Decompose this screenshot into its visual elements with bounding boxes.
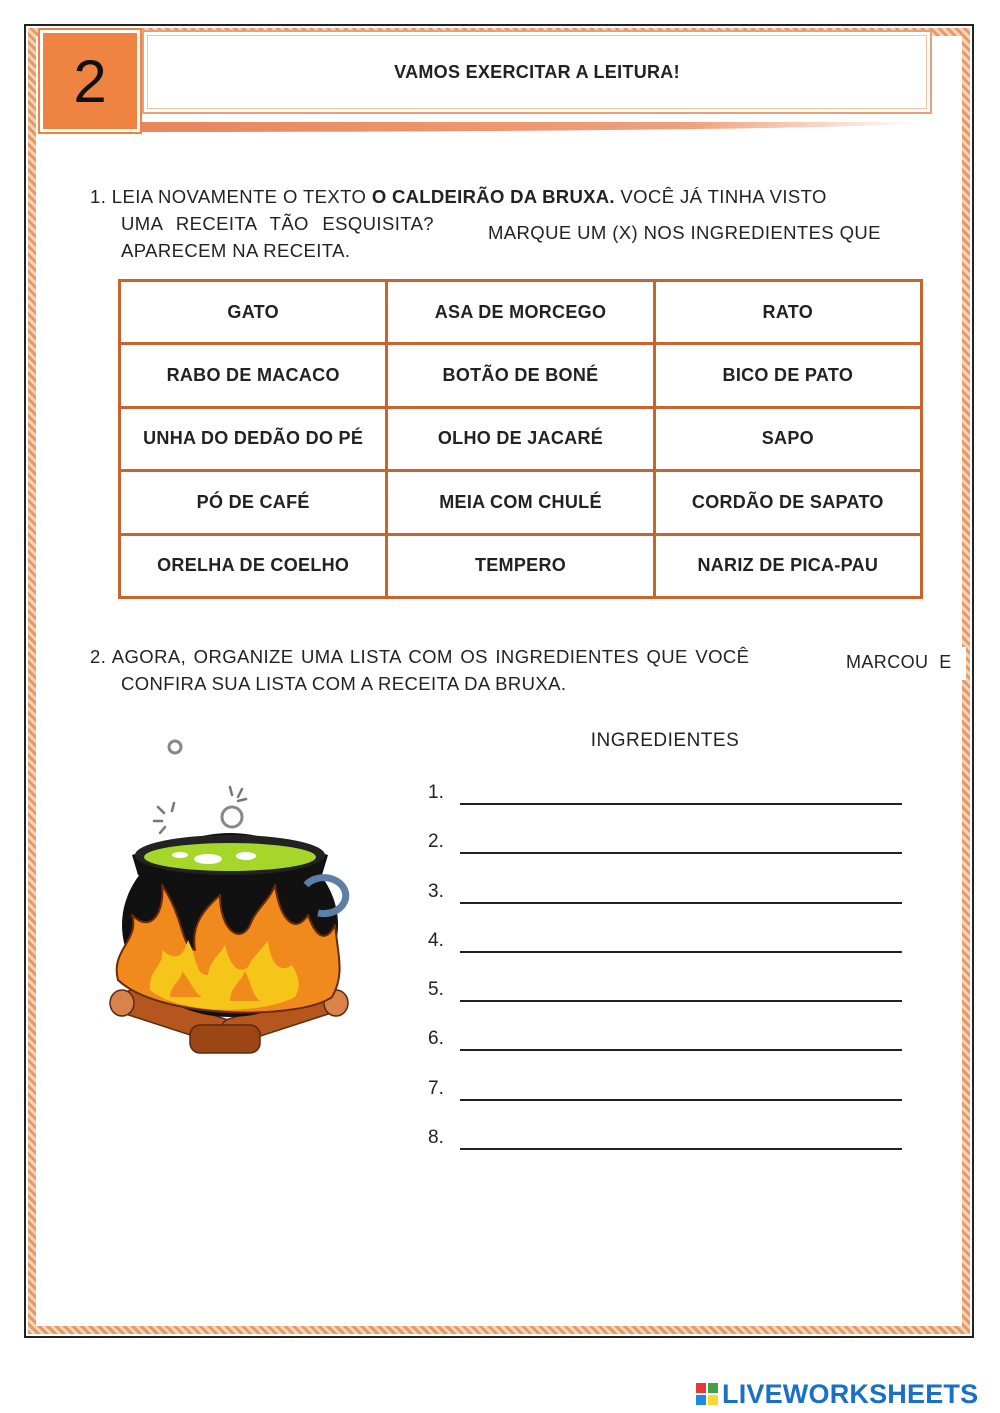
question-2-number: 2. — [90, 646, 107, 667]
list-item — [428, 1074, 908, 1123]
answer-blank-line[interactable] — [460, 951, 902, 953]
list-item — [428, 926, 908, 975]
list-item-number: 5. — [428, 979, 444, 1001]
list-item-number: 8. — [428, 1127, 444, 1149]
list-item-number: 4. — [428, 929, 444, 951]
list-item — [428, 1024, 908, 1073]
list-item-number: 1. — [428, 782, 444, 803]
list-item-number: 3. — [428, 880, 444, 902]
answer-blank-line[interactable] — [460, 1049, 902, 1051]
answer-blank-line[interactable] — [460, 902, 902, 904]
liveworksheets-logo-icon — [696, 1383, 718, 1405]
table-row — [120, 344, 922, 407]
answer-blank-line[interactable] — [460, 1000, 902, 1002]
question-1-number: 1. — [90, 186, 107, 207]
list-item — [428, 1123, 908, 1172]
cauldron-over-fire-icon — [70, 735, 390, 1080]
question-1-instruction: MARQUE UM (X) NOS INGREDIENTES QUE — [488, 222, 881, 243]
answer-blank-line[interactable] — [460, 852, 902, 854]
list-item — [428, 778, 908, 827]
table-row — [120, 281, 922, 344]
question-2-line-2: CONFIRA SUA LISTA COM A RECEITA DA BRUXA. — [121, 673, 567, 694]
question-1-line-3: APARECEM NA RECEITA. — [121, 240, 351, 261]
list-item-number: 2. — [428, 831, 444, 853]
question-1-text-before: LEIA NOVAMENTE O TEXTO — [111, 186, 372, 207]
story-title: O CALDEIRÃO DA BRUXA. — [371, 186, 615, 207]
activity-number: 2 — [73, 47, 107, 115]
answer-blank-line[interactable] — [460, 803, 902, 805]
ingredient-cell[interactable]: BOTÃO DE BONÉ — [387, 344, 654, 407]
ingredient-cell[interactable]: TEMPERO — [387, 534, 654, 597]
ingredient-cell[interactable]: ORELHA DE COELHO — [120, 534, 387, 597]
ingredient-cell[interactable]: OLHO DE JACARÉ — [387, 407, 654, 470]
ingredient-cell[interactable]: UNHA DO DEDÃO DO PÉ — [120, 407, 387, 470]
list-item-number: 6. — [428, 1028, 444, 1050]
title-banner — [142, 30, 932, 114]
question-2 — [90, 643, 970, 697]
ingredient-cell[interactable]: SAPO — [654, 407, 921, 470]
ingredient-cell[interactable]: CORDÃO DE SAPATO — [654, 471, 921, 534]
brand-name: LIVEWORKSHEETS — [722, 1378, 979, 1409]
liveworksheets-logo[interactable] — [696, 1377, 978, 1411]
question-2-line-1-end: MARCOU E — [838, 647, 966, 680]
list-item — [428, 975, 908, 1024]
list-item — [428, 827, 908, 876]
ingredients-table — [118, 279, 923, 599]
table-row — [120, 534, 922, 597]
answer-blank-line[interactable] — [460, 1148, 902, 1150]
question-2-line-1: AGORA, ORGANIZE UMA LISTA COM OS INGREDIENTES QUE VOCÊ — [111, 646, 750, 667]
list-item — [428, 877, 908, 926]
answer-blank-line[interactable] — [460, 1099, 902, 1101]
page-title: VAMOS EXERCITAR A LEITURA! — [394, 61, 680, 82]
question-1-line-2: UMA RECEITA TÃO ESQUISITA? — [121, 213, 434, 234]
ingredient-cell[interactable]: NARIZ DE PICA-PAU — [654, 534, 921, 597]
ingredient-cell[interactable]: BICO DE PATO — [654, 344, 921, 407]
ingredient-cell[interactable]: ASA DE MORCEGO — [387, 281, 654, 344]
table-row — [120, 471, 922, 534]
list-item-number: 7. — [428, 1077, 444, 1099]
ingredient-cell[interactable]: GATO — [120, 281, 387, 344]
ingredients-list-title: INGREDIENTES — [590, 730, 740, 751]
question-1-text-after: VOCÊ JÁ TINHA VISTO — [614, 186, 827, 207]
ingredient-cell[interactable]: PÓ DE CAFÉ — [120, 471, 387, 534]
ingredient-cell[interactable]: MEIA COM CHULÉ — [387, 471, 654, 534]
table-row — [120, 407, 922, 470]
ingredient-cell[interactable]: RATO — [654, 281, 921, 344]
activity-number-badge — [40, 30, 140, 132]
question-1 — [90, 183, 940, 264]
ingredients-list — [428, 778, 908, 1172]
ingredient-cell[interactable]: RABO DE MACACO — [120, 344, 387, 407]
